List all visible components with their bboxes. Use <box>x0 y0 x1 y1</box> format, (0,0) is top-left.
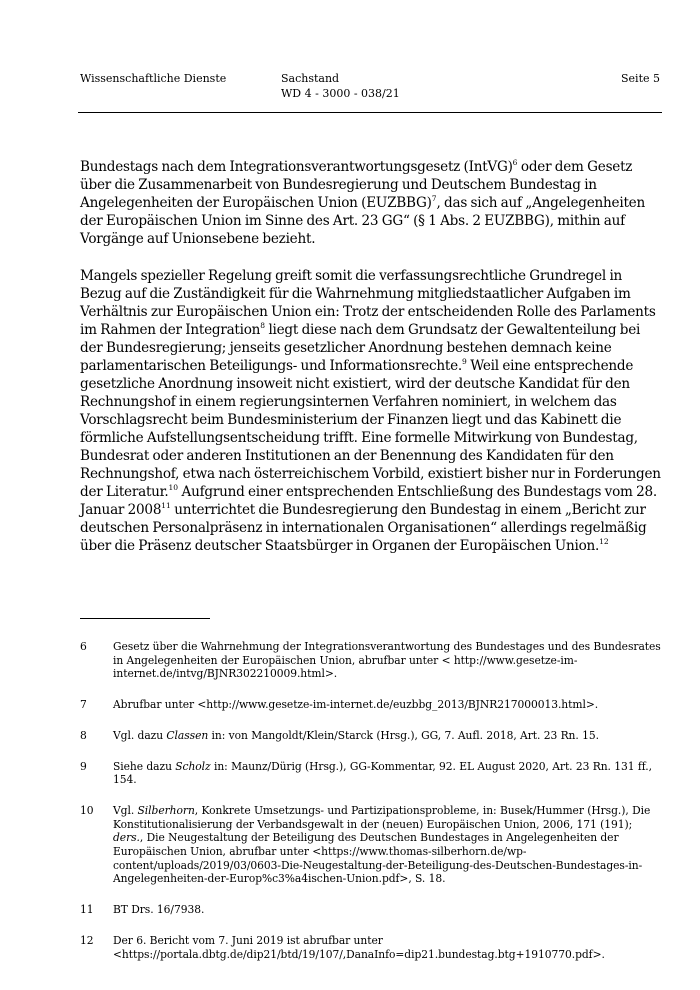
footnote-10 <box>80 804 664 886</box>
footnote-7 <box>80 698 664 712</box>
footnote-text: Abrufbar unter <http://www.gesetze-im-internet.de/euzbbg_2013/BJNR217000013.html>. <box>113 698 599 712</box>
footnote-ref-12: 12 <box>599 537 609 546</box>
footnote-text: Der 6. Bericht vom 7. Juni 2019 ist abrufbar unter <https://portala.dbtg.de/dip21/btd/19/107/,DanaInfo=dip21.bundestag.btg+1910770.pdf>. <box>113 933 605 961</box>
footnote-text-post: , Die Neugestaltung der Beteiligung des Deutschen Bundestages in Angelegenheiten der Europäischen Union, abrufbar unter <https://www.thomas-silberhorn.de/wp-content/uploads/2019/03/0603-Die-Neugestaltung-der-Beteiligung-des-Deutschen-Bundestages-in-Angelegenheiten-der-Europ%c3%a4ischen-Union.pdf>, S. 18. <box>113 831 643 886</box>
footnote-number: 12 <box>80 933 94 947</box>
header-reference-number: WD 4 - 3000 - 038/21 <box>281 87 400 100</box>
footnote-9 <box>80 760 664 787</box>
paragraph-2-text-a: Mangels spezieller Regelung greift somit die verfassungsrechtliche Grundregel in Bezug auf die Zuständigkeit für die Wahrnehmung mitgliedstaatlicher Aufgaben im Verhältnis zur Europäischen Union ein: Trotz der entscheidenden Rolle des Parlaments im Rahmen der Integration <box>80 268 656 338</box>
paragraph-1 <box>80 158 664 248</box>
footnote-text-pre: Siehe dazu <box>113 759 176 773</box>
main-text <box>80 158 664 574</box>
footnote-number: 11 <box>80 903 94 917</box>
footnote-6 <box>80 640 664 681</box>
footnote-8 <box>80 729 664 743</box>
footnote-text-pre: Vgl. dazu <box>113 728 167 742</box>
footnote-text <box>113 804 664 886</box>
paragraph-2-text-d: Aufgrund einer entsprechenden Entschließung des Bundestags vom 28. Januar 2008 <box>80 484 658 518</box>
footnote-author: Scholz <box>175 759 211 773</box>
footnote-ref-8: 8 <box>260 321 265 330</box>
footnote-text-pre: Vgl. <box>113 803 138 817</box>
paragraph-1-text-b: oder dem Gesetz über die Zusammenarbeit von Bundesregierung und Deutschem Bundestag in Angelegenheiten der Europäischen Union (EUZBBG) <box>80 159 633 211</box>
footnote-author-ders: ders. <box>113 831 140 845</box>
footnote-text-post: in: von Mangoldt/Klein/Starck (Hrsg.), GG, 7. Aufl. 2018, Art. 23 Rn. 15. <box>208 728 599 742</box>
header-document-type: Sachstand <box>281 72 340 85</box>
footnote-separator <box>80 618 210 619</box>
footnote-number: 6 <box>80 640 87 653</box>
footnote-number: 8 <box>80 728 87 742</box>
footnote-text: BT Drs. 16/7938. <box>113 903 205 917</box>
footnote-number: 7 <box>80 698 87 712</box>
page-header <box>80 71 660 111</box>
footnote-text: Gesetz über die Wahrnehmung der Integrationsverantwortung des Bundestages und des Bundesrates in Angelegenheiten der Europäischen Union, abrufbar unter < http://www.gesetze-im-internet.de/intvg/BJNR302210009.html>. <box>113 640 661 681</box>
footnotes <box>80 640 664 978</box>
header-divider <box>78 112 662 113</box>
footnote-text-mid: , Konkrete Umsetzungs- und Partizipationsprobleme, in: Busek/Hummer (Hrsg.), Die Konstitutionalisierung der Verbandsgewalt in der (neuen) Europäischen Union, 2006, 171 (191); <box>113 803 651 831</box>
paragraph-1-text-c: , das sich auf „Angelegenheiten der Europäischen Union im Sinne des Art. 23 GG“ (§ 1 Abs. 2 EUZBBG), mithin auf Vorgänge auf Unionsebene bezieht. <box>80 195 645 247</box>
paragraph-2-text-b: liegt diese nach dem Grundsatz der Gewaltenteilung bei der Bundesregierung; jenseits gesetzlicher Anordnung bestehen demnach keine parlamentarischen Beteiligungs- und Informationsrechte. <box>80 322 641 374</box>
footnote-text-post: in: Maunz/Dürig (Hrsg.), GG-Kommentar, 92. EL August 2020, Art. 23 Rn. 131 ff., 154. <box>113 759 652 787</box>
footnote-ref-7: 7 <box>431 194 437 203</box>
footnote-number: 10 <box>80 803 94 817</box>
paragraph-2 <box>80 267 664 555</box>
footnote-12 <box>80 934 664 961</box>
header-department: Wissenschaftliche Dienste <box>80 72 227 85</box>
footnote-ref-6: 6 <box>512 158 518 167</box>
paragraph-1-text-a: Bundestags nach dem Integrationsverantwortungsgesetz (IntVG) <box>80 159 513 175</box>
footnote-text <box>113 729 664 743</box>
footnote-ref-10: 10 <box>168 483 179 492</box>
footnote-ref-9: 9 <box>462 357 467 366</box>
footnote-number: 9 <box>80 759 87 773</box>
header-page-number: Seite 5 <box>621 72 660 85</box>
paragraph-2-text-e: unterrichtet die Bundesregierung den Bundestag in einem „Bericht zur deutschen Personalpräsenz in internationalen Organisationen“ allerdings regelmäßig über die Präsenz deutscher Staatsbürger in Organen der Europäischen Union. <box>80 502 647 554</box>
footnote-ref-11: 11 <box>161 501 171 510</box>
footnote-author: Classen <box>166 728 209 742</box>
footnote-author: Silberhorn <box>137 803 195 817</box>
footnote-11 <box>80 903 664 917</box>
footnote-text <box>113 760 664 787</box>
paragraph-2-text-c: Weil eine entsprechende gesetzliche Anordnung insoweit nicht existiert, wird der deutsche Kandidat für den Rechnungshof in einem regierungsinternen Verfahren nominiert, in welchem das Vorschlagsrecht beim Bundesministerium der Finanzen liegt und das Kabinett die förmliche Aufstellungsentscheidung trifft. Eine formelle Mitwirkung von Bundestag, Bundesrat oder anderen Institutionen an der Benennung des Kandidaten für den Rechnungshof, etwa nach österreichischem Vorbild, existiert bisher nur in Forderungen der Literatur. <box>80 358 661 500</box>
